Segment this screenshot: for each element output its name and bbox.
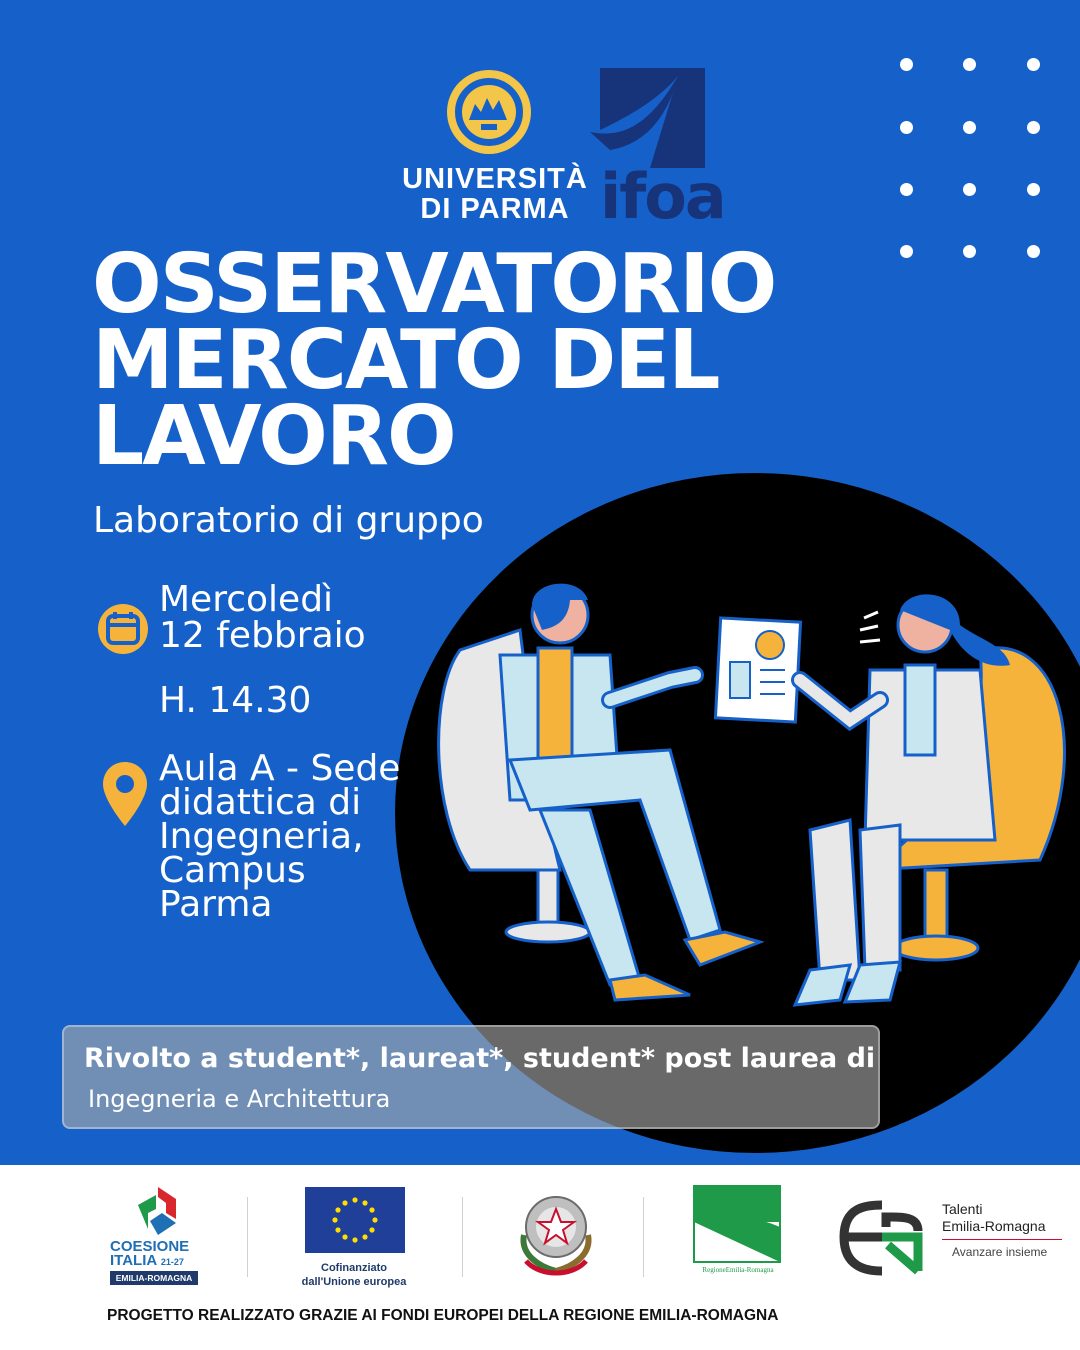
audience-banner (62, 1025, 880, 1129)
location-line: Ingegneria, (159, 816, 364, 857)
funding-note: PROGETTO REALIZZATO GRAZIE AI FONDI EUROPEI DELLA REGIONE EMILIA-ROMAGNA (107, 1307, 779, 1324)
dot (1027, 58, 1040, 71)
divider (247, 1197, 248, 1277)
event-date-line2: 12 febbraio (159, 615, 366, 656)
university-name-line2: DI PARMA (420, 193, 570, 225)
coesione-years: 21-27 (160, 1257, 184, 1267)
title-line1: OSSERVATORIO (92, 237, 776, 332)
ifoa-logo (590, 68, 725, 233)
dot (1027, 245, 1040, 258)
university-name-line1: UNIVERSITÀ (402, 163, 588, 195)
location-line: didattica di (159, 782, 362, 823)
coesione-italia-logo (110, 1185, 200, 1295)
event-time: H. 14.30 (159, 680, 312, 721)
dot (900, 183, 913, 196)
talenti-name (942, 1201, 1045, 1235)
audience-banner-main: Rivolto a student*, laureat*, student* post laurea di (84, 1043, 876, 1074)
dot (963, 58, 976, 71)
conversation-illustration (420, 570, 1080, 1030)
coesione-line2: ITALIA (110, 1252, 157, 1269)
coesione-line1: COESIONE (110, 1238, 190, 1255)
university-name (400, 164, 590, 224)
audience-banner-sub: Ingegneria e Architettura (88, 1085, 391, 1113)
regione-label: RegioneEmilia-Romagna (702, 1266, 774, 1274)
regione-emilia-romagna-logo (693, 1185, 783, 1285)
dot (1027, 183, 1040, 196)
dot (963, 121, 976, 134)
ifoa-logo-text: ifoa (600, 160, 725, 233)
coesione-label (110, 1240, 200, 1269)
location-line: Parma (159, 884, 273, 925)
map-pin-icon (101, 760, 149, 828)
talenti-tagline: Avanzare insieme (952, 1245, 1048, 1259)
talenti-line2: Emilia-Romagna (942, 1218, 1046, 1234)
dot (963, 245, 976, 258)
eu-flag-icon (305, 1187, 405, 1253)
talenti-er-mark-icon (836, 1197, 931, 1279)
university-of-parma-logo (400, 68, 590, 228)
talenti-divider (942, 1239, 1062, 1240)
regione-mark-icon (693, 1185, 781, 1263)
talenti-emilia-romagna-logo (836, 1197, 1066, 1287)
dot (900, 121, 913, 134)
coesione-region: EMILIA-ROMAGNA (110, 1271, 198, 1285)
page-title (92, 237, 852, 484)
subtitle: Laboratorio di gruppo (93, 500, 484, 541)
divider (462, 1197, 463, 1277)
location-line: Campus (159, 850, 306, 891)
university-seal-icon (445, 68, 533, 156)
divider (643, 1197, 644, 1277)
dot-grid (880, 45, 1070, 275)
talenti-line1: Talenti (942, 1201, 983, 1217)
eu-label-line1: Cofinanziato (321, 1262, 387, 1274)
event-date-line1: Mercoledì (159, 579, 334, 620)
eu-cofinanced-label (296, 1261, 412, 1289)
dot (1027, 121, 1040, 134)
coesione-mark-icon (128, 1185, 188, 1237)
dot (963, 183, 976, 196)
title-line2: MERCATO DEL (92, 313, 719, 408)
event-location (159, 748, 401, 925)
dot (900, 58, 913, 71)
italian-republic-emblem-icon (510, 1185, 602, 1280)
title-line3: LAVORO (92, 389, 455, 484)
calendar-icon (97, 603, 149, 655)
eu-cofinanced-logo (296, 1187, 412, 1297)
location-line: Aula A - Sede (159, 748, 401, 789)
dot (900, 245, 913, 258)
event-date (159, 579, 366, 656)
eu-label-line2: dall'Unione europea (301, 1276, 407, 1288)
